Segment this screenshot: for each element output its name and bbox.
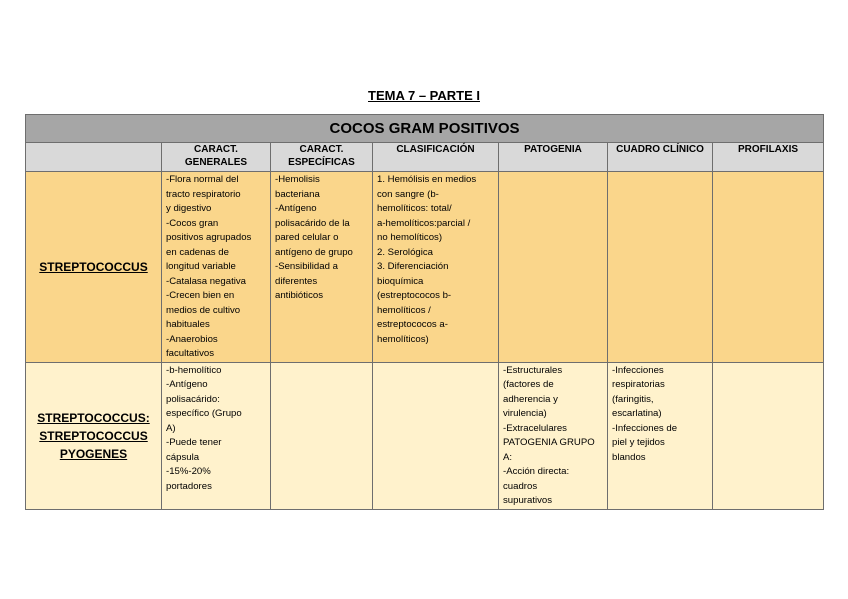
table-row-streptococcus	[26, 172, 824, 363]
table-cell	[271, 172, 373, 363]
table-cell	[713, 362, 824, 509]
row-label-pyogenes	[26, 362, 162, 509]
row-label-text: STREPTOCOCCUS	[39, 259, 148, 274]
header-label: PROFILAXIS	[738, 144, 799, 155]
cell-text	[713, 172, 823, 173]
table-cell	[608, 172, 713, 363]
table-cell	[713, 172, 824, 363]
header-clasificacion	[373, 143, 499, 172]
cell-text: -Flora normal del tracto respiratorio y digestivo -Cocos gran positivos agrupados en cadenas de longitud variable -Catalasa negativa -Crecen bien en medios de cultivo habituales -Anaerobios facultativos	[166, 174, 252, 359]
header-cuadro-clinico	[608, 143, 713, 172]
table-cell	[608, 362, 713, 509]
header-label: CUADRO CLÍNICO	[616, 144, 704, 155]
table-cell	[271, 362, 373, 509]
table-cell	[373, 362, 499, 509]
header-label: CARACT. ESPECÍFICAS	[288, 144, 355, 168]
table-cell	[499, 172, 608, 363]
cell-text: 1. Hemólisis en medios con sangre (b- hemolíticos: total/ a-hemolíticos:parcial / no hemolíticos) 2. Serológica 3. Diferenciación bioquímica (estreptococos b- hemolíticos / estreptococos a- hemolíticos)	[377, 174, 477, 345]
header-empty-cell	[26, 143, 162, 172]
table-banner: COCOS GRAM POSITIVOS	[26, 115, 824, 143]
cell-text	[499, 172, 607, 173]
cell-text	[373, 363, 498, 364]
header-caract-generales	[162, 143, 271, 172]
summary-table	[25, 114, 824, 510]
cell-text: -Hemolisis bacteriana -Antígeno polisacárido de la pared celular o antígeno de grupo -Sensibilidad a diferentes antibióticos	[275, 174, 353, 301]
header-label: CARACT. GENERALES	[184, 144, 248, 168]
header-patogenia	[499, 143, 608, 172]
header-profilaxis	[713, 143, 824, 172]
row-label-streptococcus	[26, 172, 162, 363]
cell-text: -Estructurales (factores de adherencia y virulencia) -Extracelulares PATOGENIA GRUPO A: -Acción directa: cuadros supurativos	[503, 364, 595, 506]
table-cell	[373, 172, 499, 363]
cell-text	[608, 172, 712, 173]
cell-text: -b-hemolítico -Antígeno polisacárido: específico (Grupo A) -Puede tener cápsula -15%-20% portadores	[166, 364, 242, 492]
table-cell	[162, 172, 271, 363]
table-cell	[499, 362, 608, 509]
header-label: CLASIFICACIÓN	[396, 144, 475, 155]
header-caract-especificas	[271, 143, 373, 172]
table-cell	[162, 362, 271, 509]
header-label: PATOGENIA	[524, 144, 582, 155]
page-title: TEMA 7 – PARTE I	[368, 88, 480, 103]
table-row-pyogenes	[26, 362, 824, 509]
cell-text: -Infecciones respiratorias (faringitis, escarlatina) -Infecciones de piel y tejidos blandos	[612, 364, 678, 463]
row-label-text: STREPTOCOCCUS: STREPTOCOCCUS PYOGENES	[37, 410, 150, 461]
cell-text	[713, 363, 823, 364]
header-row	[26, 143, 824, 172]
cell-text	[271, 363, 372, 364]
